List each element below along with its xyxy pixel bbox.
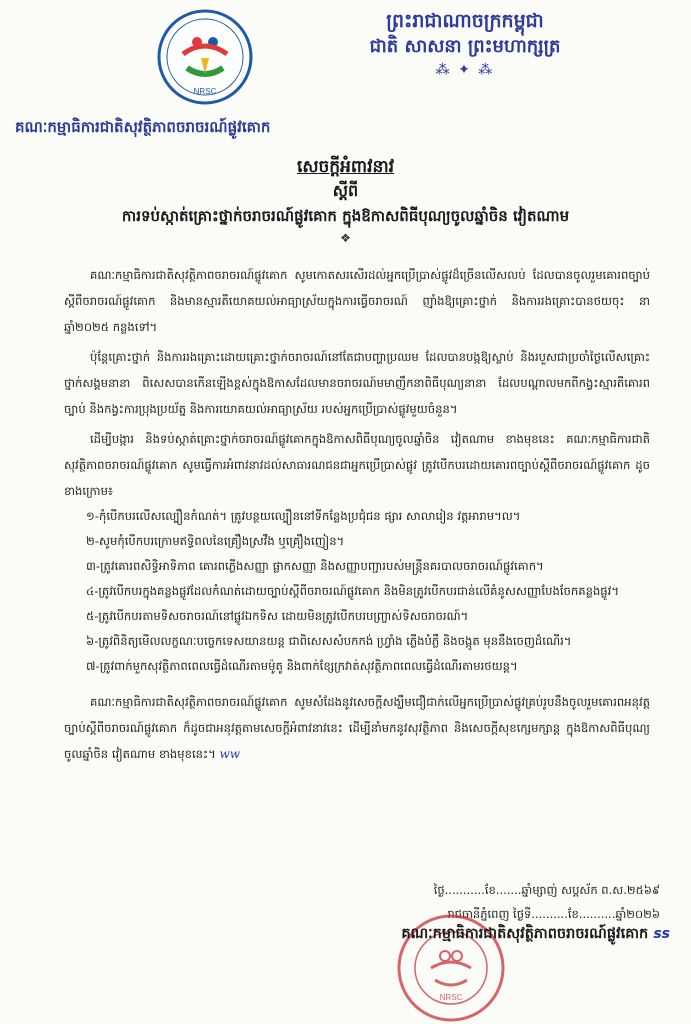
paragraph-1: គណៈកម្មាធិការជាតិសុវត្ថិភាពចរាចរណ៍ផ្លូវគោក សូមកោតសរសើរដល់អ្នកប្រើប្រាស់ផ្លូវដ៏ច្រើនលើសលប់ ដែលបានចូលរួមគោរពច្បាប់ស្តីពីចរាចរណ៍ផ្លូវគោក និងមានស្មារតីយោគយល់អាធ្យាស្រ័យក្នុងការធ្វើចរាចរណ៍ ញ៉ាំងឱ្យគ្រោះថ្នាក់ និងការរងគ្រោះបានថយចុះ នាឆ្នាំ២០២៥ កន្លងទៅ។ [64,268,650,334]
list-item: ៦-ត្រូវពិនិត្យមើលលក្ខណៈបច្ចេកទេសយានយន្ត ជាពិសេសសំបកកង់ ហ្វ្រាំង ភ្លើងបំភ្លឺ និងចង្កូត មុននឹងចេញដំណើរ។ [86,634,572,648]
paragraph-3: ដើម្បីបង្ការ និងទប់ស្កាត់គ្រោះថ្នាក់ចរាចរណ៍ផ្លូវគោកក្នុងឱកាសពិធីបុណ្យចូលឆ្នាំចិន វៀតណាម ខាងមុខនេះ គណៈកម្មាធិការជាតិសុវត្ថិភាពចរាចរណ៍ផ្លូវគោក សូមធ្វើការអំពាវនាវដល់សាធារណជនជាអ្នកប្រើប្រាស់ផ្លូវ ត្រូវបើកបរដោយគោរពច្បាប់ស្តីពីចរាចរណ៍ផ្លូវគោក ដូចខាងក្រោម៖ [64,432,650,498]
list-item: ២-សូមកុំបើកបរក្រោមឥទ្ធិពលនៃគ្រឿងស្រវឹង ឬគ្រឿងញៀន។ [86,534,345,548]
lunar-date: ថ្ងៃ...........ខែ.......ឆ្នាំម្សាញ់ សប្តស័ក ព.ស.២៥៦៩ [433,883,660,897]
closing-text: គណៈកម្មាធិការជាតិសុវត្ថិភាពចរាចរណ៍ផ្លូវគោក សូមសំដែងនូវសេចក្តីសង្ឃឹមជឿជាក់លើអ្នកប្រើប្រាស់ផ្លូវគ្រប់រូបនឹងចូលរួមគោរពអនុវត្តច្បាប់ស្តីពីចរាចរណ៍ផ្លូវគោក ក៏ដូចជាអនុវត្តតាមសេចក្តីអំពាវនាវនេះ ដើម្បីនាំមកនូវសុវត្ថិភាព និងសេចក្តីសុខក្សេមក្សាន្ត ក្នុងឱកាសពិធីបុណ្យចូលឆ្នាំចិន វៀតណាម ខាងមុខនេះ។ [64,695,650,761]
signatory-committee [300,925,670,946]
title-ornament: ❖ [340,231,351,245]
kingdom-header [300,8,630,78]
ornament-divider: ⁂ ✦ ⁂ [435,62,495,78]
nrsc-logo [145,8,265,106]
committee-name-header: គណៈកម្មាធិការជាតិសុវត្ថិភាពចរាចរណ៍ផ្លូវគោក [15,118,271,136]
title-line-1: សេចក្តីអំពាវនាវ [296,157,395,177]
national-motto: ជាតិ សាសនា ព្រះមហាក្សត្រ [369,36,561,57]
title-line-3: ការទប់ស្កាត់គ្រោះថ្នាក់ចរាចរណ៍ផ្លូវគោក ក្នុងឱកាសពិធីបុណ្យចូលឆ្នាំចិន វៀតណាម [121,207,570,225]
list-item: ៥-ត្រូវបើកបរតាមទិសចរាចរណ៍នៅផ្លូវឯកទិស ដោយមិនត្រូវបើកបរបញ្ច្រាស់ទិសចរាចរណ៍។ [86,609,469,623]
list-item: ៤-ត្រូវបើកបរក្នុងគន្លងផ្លូវដែលកំណត់ដោយច្បាប់ស្តីពីចរាចរណ៍ផ្លូវគោក និងមិនត្រូវបើកបរជាន់លើគំនូសសញ្ញាបែងចែកគន្លងផ្លូវ។ [86,584,619,598]
solar-date: រាជធានីភ្នំពេញ ថ្ងៃទី..........ខែ..........ឆ្នាំ២០២៦ [447,907,660,921]
list-item: ៧-ត្រូវពាក់មួកសុវត្ថិភាពពេលធ្វើដំណើរតាមម៉ូតូ និងពាក់ខ្សែក្រវាត់សុវត្ថិភាពពេលធ្វើដំណើរតាមរថយន្ត។ [86,659,518,673]
signatory-name: គណៈកម្មាធិការជាតិសុវត្ថិភាពចរាចរណ៍ផ្លូវគោក [401,926,649,942]
kingdom-title: ព្រះរាជាណាចក្រកម្ពុជា [386,10,544,32]
signature-mark: ss [653,926,670,942]
announcement-title [40,155,651,245]
instruction-list [64,504,650,679]
closing-paragraph [64,689,650,767]
paragraph-2: ប៉ុន្តែគ្រោះថ្នាក់ និងការរងគ្រោះដោយគ្រោះថ្នាក់ចរាចរណ៍នៅតែជាបញ្ហាប្រឈម ដែលបានបង្កឱ្យស្លាប់ និងរបួសជាប្រចាំថ្ងៃលើសគ្រោះថ្នាក់សង្គមនានា ពិសេសបានកើនឡើងខ្ពស់ក្នុងឱកាសដែលមានចរាចរណ៍មមាញឹកនាពិធីបុណ្យនានា ដែលបណ្តាលមកពីកង្វះស្មារតីគោរពច្បាប់ និងកង្វះការប្រុងប្រយ័ត្ន និងការយោគយល់អាធ្យាស្រ័យ របស់អ្នកប្រើប្រាស់ផ្លូវមួយចំនួន។ [64,350,650,416]
announcement-body [64,262,650,767]
title-line-2: ស្តីពី [332,181,359,200]
list-item: ១-កុំបើកបរលើសល្បឿនកំណត់។ ត្រូវបន្ថយល្បឿននៅទីកន្លែងប្រជុំជន ផ្សារ សាលារៀន វត្តអារាម។ល។ [86,509,521,523]
logo-text: NRSC [193,87,217,96]
seal-text: NRSC [439,993,463,1002]
handwritten-initials: ww [219,747,241,761]
list-item: ៣-ត្រូវគោរពសិទ្ធិអាទិភាព គោរពភ្លើងសញ្ញា ផ្លាកសញ្ញា និងសញ្ញាបញ្ជារបស់មន្ត្រីនគរបាលចរាចរណ៍ផ្លូវគោក។ [86,559,544,573]
